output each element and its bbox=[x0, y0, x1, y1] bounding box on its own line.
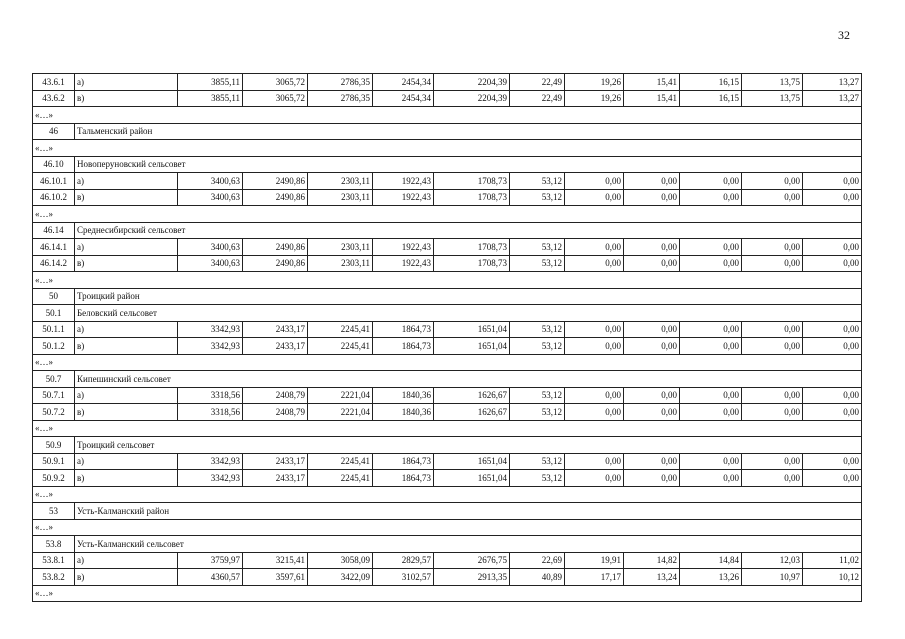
row-code: 43.6.2 bbox=[33, 90, 75, 107]
value-cell: 15,41 bbox=[624, 90, 680, 107]
value-cell: 3065,72 bbox=[243, 74, 308, 91]
value-cell: 3102,57 bbox=[373, 569, 434, 586]
value-cell: 53,12 bbox=[510, 321, 565, 338]
value-cell: 1651,04 bbox=[434, 321, 510, 338]
ellipsis-marker: «…» bbox=[33, 420, 862, 437]
value-cell: 0,00 bbox=[680, 321, 742, 338]
value-cell: 3400,63 bbox=[178, 173, 243, 190]
value-cell: 0,00 bbox=[742, 453, 803, 470]
row-code: 53.8.2 bbox=[33, 569, 75, 586]
ellipsis-row bbox=[33, 519, 862, 536]
value-cell: 0,00 bbox=[565, 453, 624, 470]
value-cell: 0,00 bbox=[803, 173, 862, 190]
value-cell: 0,00 bbox=[565, 189, 624, 206]
value-cell: 13,24 bbox=[624, 569, 680, 586]
value-cell: 0,00 bbox=[803, 255, 862, 272]
value-cell: 1864,73 bbox=[373, 453, 434, 470]
value-cell: 2245,41 bbox=[308, 453, 373, 470]
value-cell: 2303,11 bbox=[308, 255, 373, 272]
value-cell: 0,00 bbox=[624, 189, 680, 206]
table-row bbox=[33, 404, 862, 421]
value-cell: 53,12 bbox=[510, 470, 565, 487]
value-cell: 40,89 bbox=[510, 569, 565, 586]
value-cell: 1922,43 bbox=[373, 255, 434, 272]
value-cell: 0,00 bbox=[803, 404, 862, 421]
section-title: Усть-Калманский район bbox=[75, 503, 862, 520]
value-cell: 0,00 bbox=[680, 338, 742, 355]
section-title: Среднесибирский сельсовет bbox=[75, 222, 862, 239]
table-row bbox=[33, 74, 862, 91]
value-cell: 12,03 bbox=[742, 552, 803, 569]
value-cell: 1708,73 bbox=[434, 255, 510, 272]
section-row bbox=[33, 222, 862, 239]
section-title: Тальменский район bbox=[75, 123, 862, 140]
value-cell: 0,00 bbox=[803, 470, 862, 487]
value-cell: 0,00 bbox=[803, 321, 862, 338]
row-label: а) bbox=[75, 239, 178, 256]
table-row bbox=[33, 173, 862, 190]
value-cell: 2490,86 bbox=[243, 173, 308, 190]
row-label: а) bbox=[75, 321, 178, 338]
section-title: Усть-Калманский сельсовет bbox=[75, 536, 862, 553]
ellipsis-marker: «…» bbox=[33, 585, 862, 602]
value-cell: 1708,73 bbox=[434, 239, 510, 256]
value-cell: 22,49 bbox=[510, 90, 565, 107]
table-row bbox=[33, 470, 862, 487]
value-cell: 3342,93 bbox=[178, 453, 243, 470]
value-cell: 3318,56 bbox=[178, 404, 243, 421]
row-code: 46.10.2 bbox=[33, 189, 75, 206]
table-row bbox=[33, 387, 862, 404]
ellipsis-marker: «…» bbox=[33, 354, 862, 371]
value-cell: 0,00 bbox=[565, 470, 624, 487]
value-cell: 3318,56 bbox=[178, 387, 243, 404]
value-cell: 0,00 bbox=[742, 239, 803, 256]
value-cell: 11,02 bbox=[803, 552, 862, 569]
value-cell: 53,12 bbox=[510, 189, 565, 206]
ellipsis-row bbox=[33, 420, 862, 437]
row-label: а) bbox=[75, 453, 178, 470]
value-cell: 2454,34 bbox=[373, 74, 434, 91]
section-code: 50.1 bbox=[33, 305, 75, 322]
row-code: 46.10.1 bbox=[33, 173, 75, 190]
value-cell: 19,26 bbox=[565, 90, 624, 107]
value-cell: 3342,93 bbox=[178, 470, 243, 487]
table-row bbox=[33, 189, 862, 206]
value-cell: 10,12 bbox=[803, 569, 862, 586]
value-cell: 0,00 bbox=[680, 173, 742, 190]
value-cell: 3342,93 bbox=[178, 321, 243, 338]
value-cell: 0,00 bbox=[742, 387, 803, 404]
value-cell: 1651,04 bbox=[434, 338, 510, 355]
value-cell: 2490,86 bbox=[243, 239, 308, 256]
value-cell: 3855,11 bbox=[178, 90, 243, 107]
value-cell: 0,00 bbox=[624, 173, 680, 190]
value-cell: 2490,86 bbox=[243, 255, 308, 272]
ellipsis-row bbox=[33, 107, 862, 124]
value-cell: 1651,04 bbox=[434, 470, 510, 487]
value-cell: 0,00 bbox=[624, 453, 680, 470]
value-cell: 4360,57 bbox=[178, 569, 243, 586]
ellipsis-row bbox=[33, 140, 862, 157]
value-cell: 0,00 bbox=[803, 239, 862, 256]
value-cell: 3400,63 bbox=[178, 255, 243, 272]
value-cell: 53,12 bbox=[510, 387, 565, 404]
table-row bbox=[33, 239, 862, 256]
value-cell: 2408,79 bbox=[243, 404, 308, 421]
value-cell: 53,12 bbox=[510, 404, 565, 421]
value-cell: 14,84 bbox=[680, 552, 742, 569]
section-title: Троицкий район bbox=[75, 288, 862, 305]
row-code: 53.8.1 bbox=[33, 552, 75, 569]
value-cell: 0,00 bbox=[742, 173, 803, 190]
value-cell: 2433,17 bbox=[243, 321, 308, 338]
value-cell: 0,00 bbox=[680, 470, 742, 487]
value-cell: 1626,67 bbox=[434, 404, 510, 421]
value-cell: 0,00 bbox=[742, 470, 803, 487]
value-cell: 22,69 bbox=[510, 552, 565, 569]
section-code: 50.9 bbox=[33, 437, 75, 454]
value-cell: 53,12 bbox=[510, 453, 565, 470]
value-cell: 0,00 bbox=[742, 321, 803, 338]
value-cell: 22,49 bbox=[510, 74, 565, 91]
value-cell: 2245,41 bbox=[308, 470, 373, 487]
value-cell: 0,00 bbox=[680, 255, 742, 272]
value-cell: 1626,67 bbox=[434, 387, 510, 404]
row-label: в) bbox=[75, 569, 178, 586]
table-row bbox=[33, 255, 862, 272]
value-cell: 2433,17 bbox=[243, 453, 308, 470]
value-cell: 0,00 bbox=[803, 189, 862, 206]
table-row bbox=[33, 453, 862, 470]
value-cell: 3855,11 bbox=[178, 74, 243, 91]
section-row bbox=[33, 437, 862, 454]
ellipsis-marker: «…» bbox=[33, 519, 862, 536]
section-code: 50 bbox=[33, 288, 75, 305]
value-cell: 2303,11 bbox=[308, 239, 373, 256]
row-label: а) bbox=[75, 74, 178, 91]
ellipsis-row bbox=[33, 354, 862, 371]
value-cell: 3058,09 bbox=[308, 552, 373, 569]
value-cell: 2204,39 bbox=[434, 90, 510, 107]
value-cell: 17,17 bbox=[565, 569, 624, 586]
value-cell: 1651,04 bbox=[434, 453, 510, 470]
value-cell: 2303,11 bbox=[308, 189, 373, 206]
value-cell: 53,12 bbox=[510, 239, 565, 256]
value-cell: 0,00 bbox=[624, 338, 680, 355]
value-cell: 3759,97 bbox=[178, 552, 243, 569]
section-code: 50.7 bbox=[33, 371, 75, 388]
section-title: Беловский сельсовет bbox=[75, 305, 862, 322]
value-cell: 15,41 bbox=[624, 74, 680, 91]
value-cell: 1864,73 bbox=[373, 338, 434, 355]
value-cell: 3400,63 bbox=[178, 189, 243, 206]
section-code: 53 bbox=[33, 503, 75, 520]
value-cell: 2245,41 bbox=[308, 321, 373, 338]
ellipsis-row bbox=[33, 486, 862, 503]
section-row bbox=[33, 305, 862, 322]
value-cell: 13,27 bbox=[803, 74, 862, 91]
value-cell: 1840,36 bbox=[373, 387, 434, 404]
row-label: в) bbox=[75, 470, 178, 487]
value-cell: 0,00 bbox=[680, 404, 742, 421]
section-title: Троицкий сельсовет bbox=[75, 437, 862, 454]
value-cell: 2676,75 bbox=[434, 552, 510, 569]
value-cell: 2490,86 bbox=[243, 189, 308, 206]
page-number: 32 bbox=[838, 28, 850, 42]
table-row bbox=[33, 338, 862, 355]
value-cell: 3065,72 bbox=[243, 90, 308, 107]
row-code: 50.7.1 bbox=[33, 387, 75, 404]
value-cell: 0,00 bbox=[680, 239, 742, 256]
value-cell: 2829,57 bbox=[373, 552, 434, 569]
value-cell: 2433,17 bbox=[243, 470, 308, 487]
value-cell: 16,15 bbox=[680, 74, 742, 91]
value-cell: 13,75 bbox=[742, 90, 803, 107]
tariff-table bbox=[32, 73, 862, 602]
value-cell: 0,00 bbox=[565, 255, 624, 272]
value-cell: 3400,63 bbox=[178, 239, 243, 256]
row-label: в) bbox=[75, 189, 178, 206]
value-cell: 0,00 bbox=[624, 404, 680, 421]
value-cell: 0,00 bbox=[624, 321, 680, 338]
section-title: Кипешинский сельсовет bbox=[75, 371, 862, 388]
section-row bbox=[33, 156, 862, 173]
value-cell: 0,00 bbox=[565, 338, 624, 355]
section-code: 46.10 bbox=[33, 156, 75, 173]
row-label: в) bbox=[75, 255, 178, 272]
value-cell: 0,00 bbox=[565, 173, 624, 190]
ellipsis-row bbox=[33, 272, 862, 289]
value-cell: 0,00 bbox=[803, 338, 862, 355]
value-cell: 1864,73 bbox=[373, 321, 434, 338]
value-cell: 0,00 bbox=[565, 387, 624, 404]
section-title: Новоперуновский сельсовет bbox=[75, 156, 862, 173]
section-code: 53.8 bbox=[33, 536, 75, 553]
value-cell: 2245,41 bbox=[308, 338, 373, 355]
table-row bbox=[33, 569, 862, 586]
value-cell: 2913,35 bbox=[434, 569, 510, 586]
value-cell: 19,26 bbox=[565, 74, 624, 91]
value-cell: 2204,39 bbox=[434, 74, 510, 91]
value-cell: 0,00 bbox=[680, 189, 742, 206]
row-code: 50.1.1 bbox=[33, 321, 75, 338]
row-label: а) bbox=[75, 387, 178, 404]
value-cell: 53,12 bbox=[510, 255, 565, 272]
value-cell: 0,00 bbox=[680, 387, 742, 404]
ellipsis-marker: «…» bbox=[33, 140, 862, 157]
value-cell: 3422,09 bbox=[308, 569, 373, 586]
value-cell: 0,00 bbox=[742, 189, 803, 206]
value-cell: 3597,61 bbox=[243, 569, 308, 586]
row-code: 43.6.1 bbox=[33, 74, 75, 91]
ellipsis-marker: «…» bbox=[33, 486, 862, 503]
ellipsis-row bbox=[33, 206, 862, 223]
value-cell: 2786,35 bbox=[308, 90, 373, 107]
value-cell: 1922,43 bbox=[373, 189, 434, 206]
value-cell: 0,00 bbox=[624, 387, 680, 404]
value-cell: 0,00 bbox=[565, 321, 624, 338]
value-cell: 0,00 bbox=[624, 255, 680, 272]
value-cell: 1708,73 bbox=[434, 189, 510, 206]
section-row bbox=[33, 123, 862, 140]
row-code: 50.9.2 bbox=[33, 470, 75, 487]
value-cell: 10,97 bbox=[742, 569, 803, 586]
table-row bbox=[33, 321, 862, 338]
table-row bbox=[33, 90, 862, 107]
value-cell: 2408,79 bbox=[243, 387, 308, 404]
value-cell: 53,12 bbox=[510, 173, 565, 190]
value-cell: 3342,93 bbox=[178, 338, 243, 355]
value-cell: 2303,11 bbox=[308, 173, 373, 190]
ellipsis-marker: «…» bbox=[33, 206, 862, 223]
row-code: 50.7.2 bbox=[33, 404, 75, 421]
value-cell: 13,27 bbox=[803, 90, 862, 107]
value-cell: 2221,04 bbox=[308, 387, 373, 404]
value-cell: 0,00 bbox=[742, 404, 803, 421]
value-cell: 0,00 bbox=[624, 239, 680, 256]
value-cell: 0,00 bbox=[565, 404, 624, 421]
value-cell: 1922,43 bbox=[373, 239, 434, 256]
section-code: 46 bbox=[33, 123, 75, 140]
value-cell: 0,00 bbox=[624, 470, 680, 487]
section-row bbox=[33, 536, 862, 553]
ellipsis-marker: «…» bbox=[33, 272, 862, 289]
section-code: 46.14 bbox=[33, 222, 75, 239]
value-cell: 0,00 bbox=[742, 255, 803, 272]
row-code: 46.14.1 bbox=[33, 239, 75, 256]
table-row bbox=[33, 552, 862, 569]
row-label: а) bbox=[75, 173, 178, 190]
value-cell: 3215,41 bbox=[243, 552, 308, 569]
value-cell: 13,26 bbox=[680, 569, 742, 586]
section-row bbox=[33, 503, 862, 520]
value-cell: 13,75 bbox=[742, 74, 803, 91]
section-row bbox=[33, 288, 862, 305]
value-cell: 1864,73 bbox=[373, 470, 434, 487]
value-cell: 0,00 bbox=[680, 453, 742, 470]
value-cell: 16,15 bbox=[680, 90, 742, 107]
ellipsis-row bbox=[33, 585, 862, 602]
row-label: в) bbox=[75, 404, 178, 421]
row-label: в) bbox=[75, 90, 178, 107]
row-label: в) bbox=[75, 338, 178, 355]
value-cell: 0,00 bbox=[565, 239, 624, 256]
value-cell: 2786,35 bbox=[308, 74, 373, 91]
row-code: 50.9.1 bbox=[33, 453, 75, 470]
value-cell: 0,00 bbox=[803, 387, 862, 404]
value-cell: 2454,34 bbox=[373, 90, 434, 107]
value-cell: 53,12 bbox=[510, 338, 565, 355]
section-row bbox=[33, 371, 862, 388]
ellipsis-marker: «…» bbox=[33, 107, 862, 124]
value-cell: 19,91 bbox=[565, 552, 624, 569]
value-cell: 1922,43 bbox=[373, 173, 434, 190]
value-cell: 0,00 bbox=[742, 338, 803, 355]
value-cell: 0,00 bbox=[803, 453, 862, 470]
value-cell: 14,82 bbox=[624, 552, 680, 569]
value-cell: 1840,36 bbox=[373, 404, 434, 421]
row-code: 50.1.2 bbox=[33, 338, 75, 355]
row-code: 46.14.2 bbox=[33, 255, 75, 272]
value-cell: 2221,04 bbox=[308, 404, 373, 421]
value-cell: 1708,73 bbox=[434, 173, 510, 190]
row-label: а) bbox=[75, 552, 178, 569]
value-cell: 2433,17 bbox=[243, 338, 308, 355]
